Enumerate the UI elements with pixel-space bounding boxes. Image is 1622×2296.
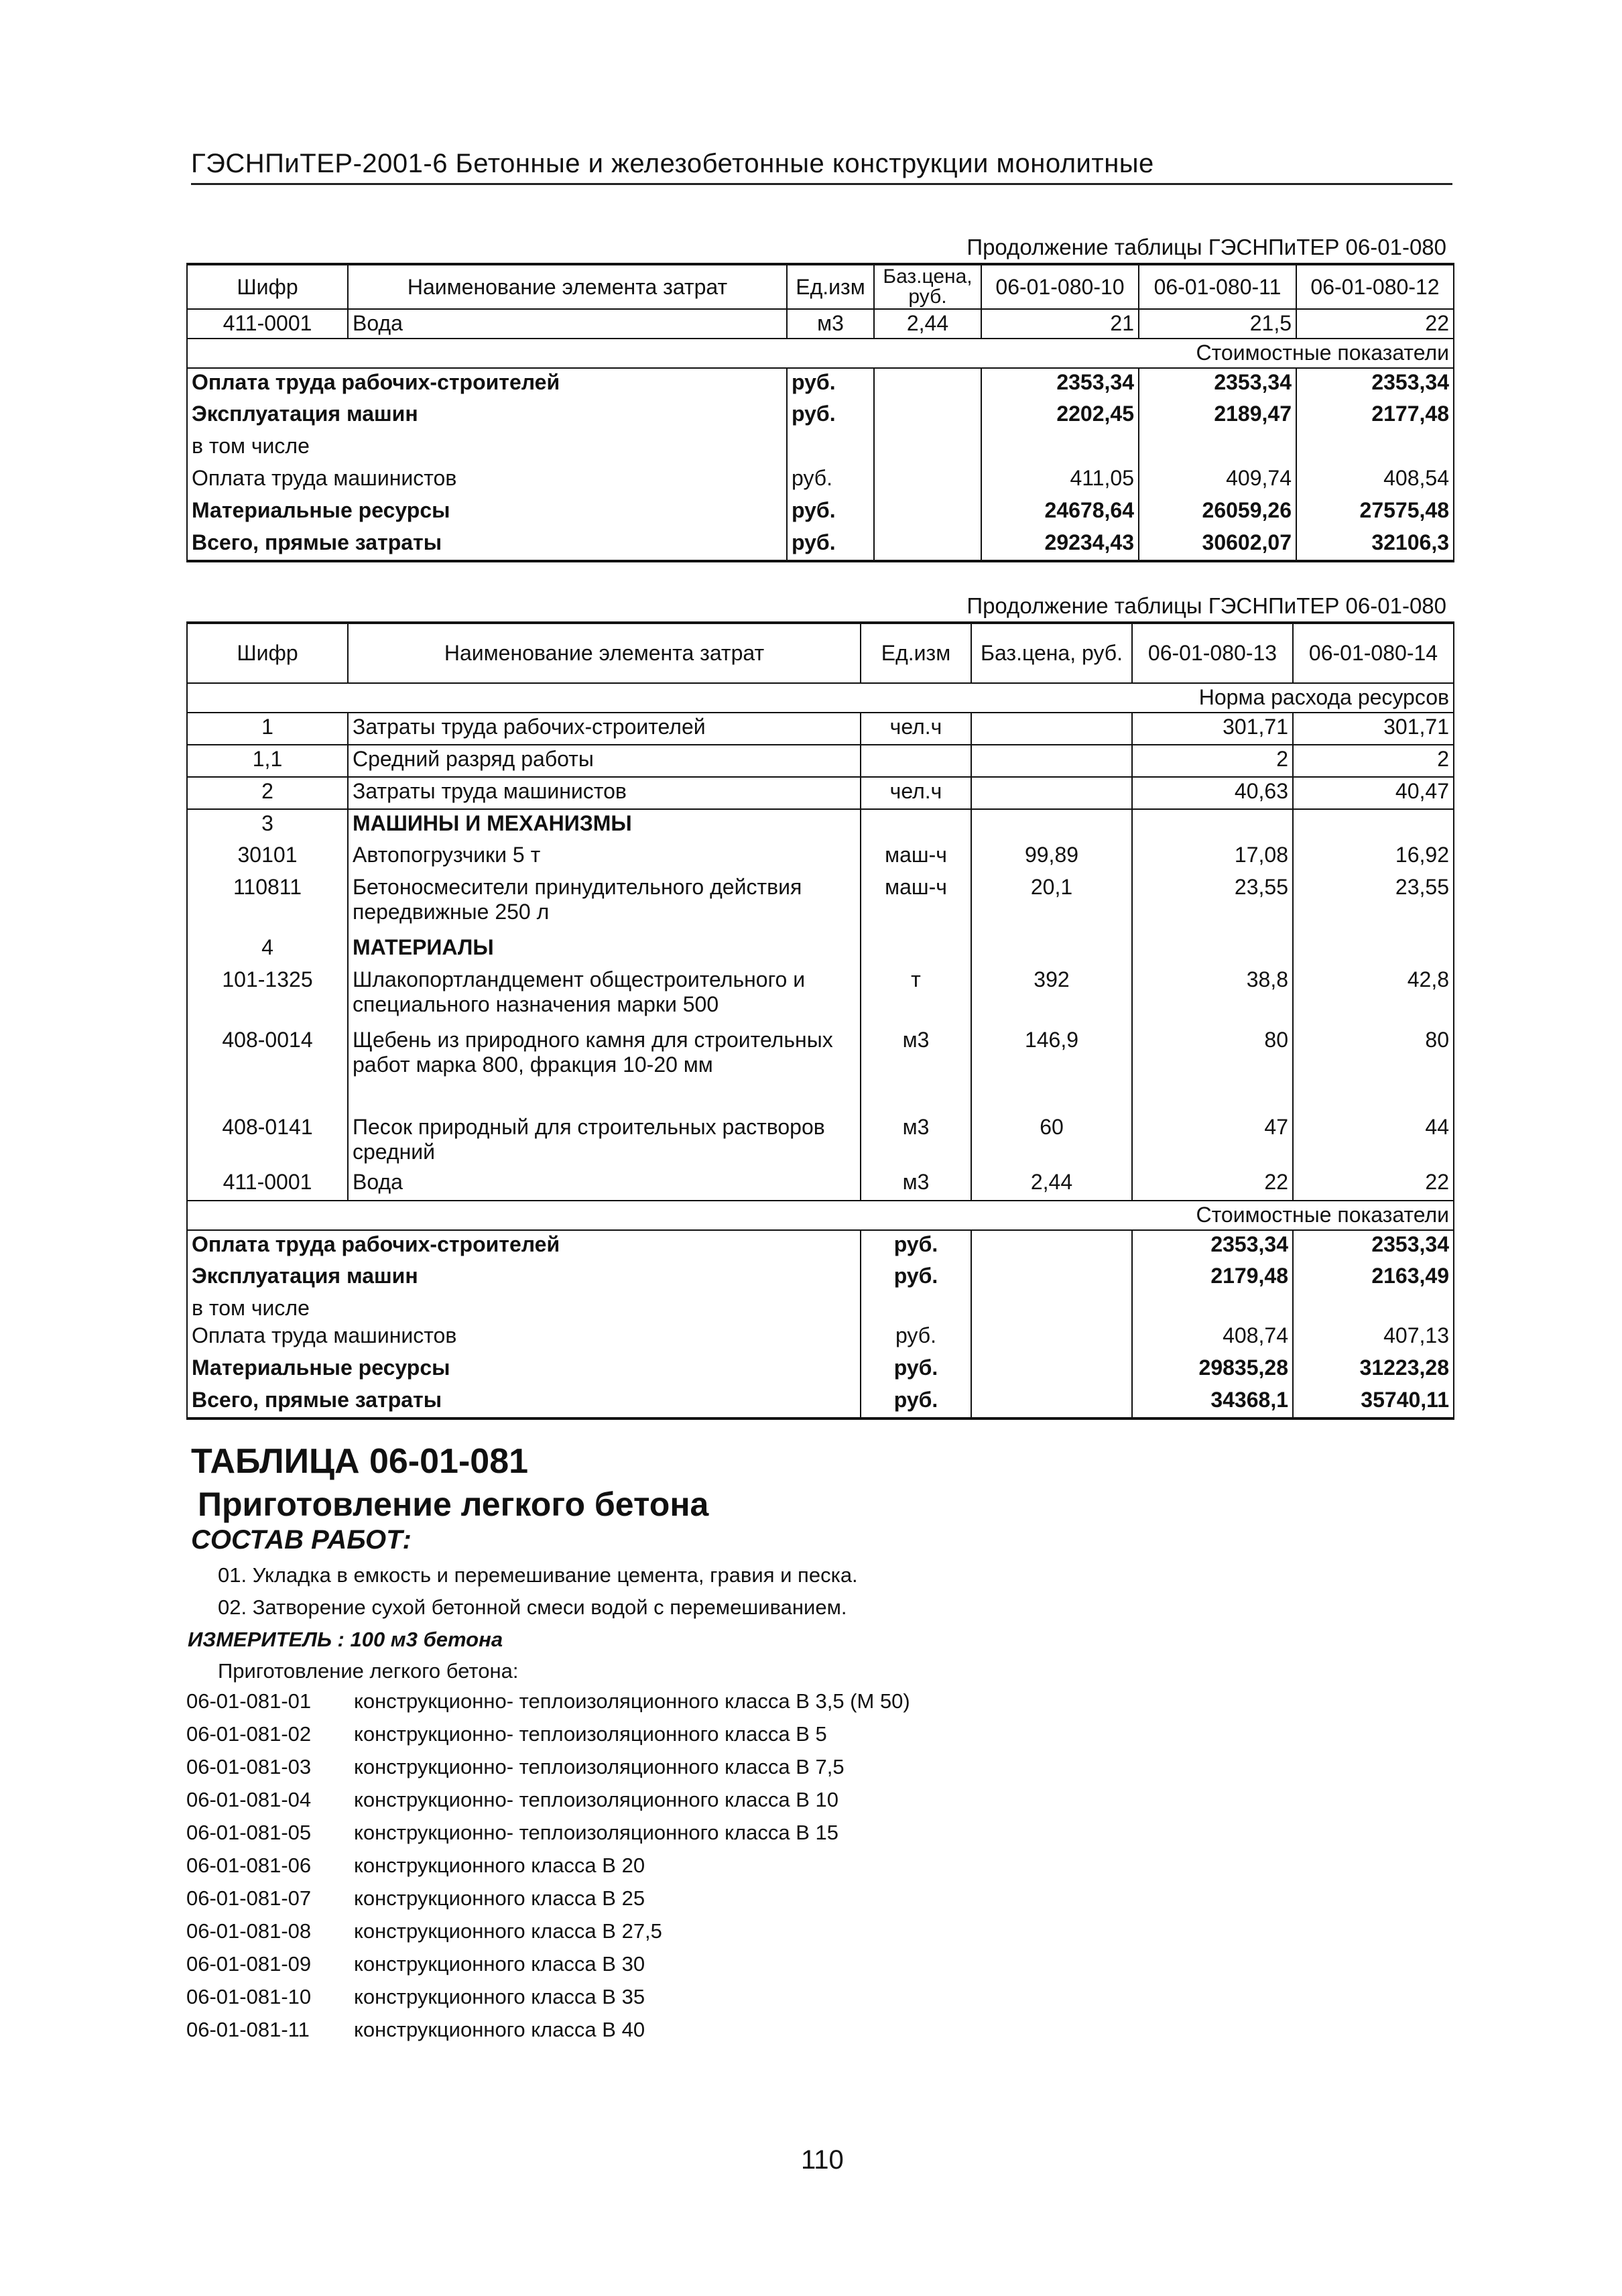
summary-row [187, 1262, 1454, 1294]
table-row [187, 309, 1454, 339]
section-row [187, 1201, 1454, 1230]
item-text: конструкционного класса В 25 [354, 1886, 645, 1910]
cell-price: 392 [971, 966, 1132, 1026]
list-item [186, 1919, 910, 1952]
work-item: 02. Затворение сухой бетонной смеси водой с перемешиванием. [218, 1595, 847, 1619]
table2-caption: Продолжение таблицы ГЭСНПиТЕР 06-01-080 [966, 593, 1446, 618]
measure-unit: ИЗМЕРИТЕЛЬ : 100 м3 бетона [188, 1628, 503, 1651]
summary-value: 2163,49 [1293, 1262, 1454, 1294]
summary-name: Всего, прямые затраты [187, 529, 787, 561]
summary-value: 26059,26 [1139, 497, 1296, 529]
summary-unit: руб. [861, 1386, 971, 1418]
item-code: 06-01-081-10 [186, 1985, 312, 2008]
cell-value: 47 [1132, 1113, 1293, 1168]
item-code: 06-01-081-02 [186, 1722, 312, 1746]
summary-name: Эксплуатация машин [187, 1262, 861, 1294]
cell-price [971, 745, 1132, 777]
cell-unit: т [861, 966, 971, 1026]
item-code: 06-01-081-06 [186, 1854, 312, 1877]
col-header: 06-01-080-13 [1132, 623, 1293, 683]
section-row [187, 339, 1454, 368]
table2-header-row [187, 623, 1454, 683]
cell-name: МАТЕРИАЛЫ [348, 934, 861, 966]
item-code: 06-01-081-09 [186, 1952, 312, 1976]
col-header: Шифр [187, 264, 348, 309]
cell-value: 40,63 [1132, 777, 1293, 809]
cell-code: 110811 [187, 873, 348, 934]
summary-row [187, 368, 1454, 400]
code-list [186, 1689, 910, 2051]
summary-name: Оплата труда машинистов [187, 1322, 861, 1354]
summary-unit: руб. [787, 368, 874, 400]
col-header: Баз.цена, руб. [971, 623, 1132, 683]
section-label: Норма расхода ресурсов [187, 683, 1454, 713]
col-header: Ед.изм [787, 264, 874, 309]
summary-name: Эксплуатация машин [187, 400, 787, 432]
summary-row [187, 497, 1454, 529]
item-code: 06-01-081-01 [186, 1689, 312, 1713]
cell-code: 2 [187, 777, 348, 809]
summary-unit: руб. [787, 529, 874, 561]
work-heading: СОСТАВ РАБОТ: [191, 1525, 412, 1555]
cell-name: Автопогрузчики 5 т [348, 841, 861, 873]
summary-value: 32106,3 [1296, 529, 1454, 561]
summary-value: 29835,28 [1132, 1354, 1293, 1386]
summary-value: 407,13 [1293, 1322, 1454, 1354]
col-header: Шифр [187, 623, 348, 683]
section-label: Стоимостные показатели [187, 1201, 1454, 1230]
cell-value: 2 [1293, 745, 1454, 777]
cell-unit: м3 [787, 309, 874, 339]
list-item [186, 1821, 910, 1854]
item-code: 06-01-081-07 [186, 1886, 312, 1910]
summary-value: 408,54 [1296, 465, 1454, 497]
summary-row [187, 1322, 1454, 1354]
cell-value: 301,71 [1293, 713, 1454, 745]
summary-value: 2177,48 [1296, 400, 1454, 432]
summary-value: 2179,48 [1132, 1262, 1293, 1294]
cell-unit: м3 [861, 1168, 971, 1201]
summary-name: Оплата труда машинистов [187, 465, 787, 497]
summary-row [187, 1294, 1454, 1322]
col-header: Баз.цена, руб. [874, 264, 981, 309]
cell-value: 17,08 [1132, 841, 1293, 873]
list-item [186, 1788, 910, 1821]
cell-value: 21,5 [1139, 309, 1296, 339]
page-number: 110 [801, 2145, 844, 2175]
work-item: 01. Укладка в емкость и перемешивание цемента, гравия и песка. [218, 1563, 858, 1587]
item-text: конструкционно- теплоизоляционного класса В 5 [354, 1722, 827, 1746]
summary-name: Оплата труда рабочих-строителей [187, 1230, 861, 1262]
cell-name: Затраты труда рабочих-строителей [348, 713, 861, 745]
table-row [187, 841, 1454, 873]
summary-unit: руб. [861, 1230, 971, 1262]
cell-code: 1,1 [187, 745, 348, 777]
cell-value: 22 [1293, 1168, 1454, 1201]
summary-value: 30602,07 [1139, 529, 1296, 561]
item-text: конструкционно- теплоизоляционного класса В 10 [354, 1788, 838, 1811]
cell-price: 99,89 [971, 841, 1132, 873]
summary-value: 2353,34 [1293, 1230, 1454, 1262]
cell-price: 20,1 [971, 873, 1132, 934]
table1-caption: Продолжение таблицы ГЭСНПиТЕР 06-01-080 [966, 235, 1446, 259]
summary-value: 31223,28 [1293, 1354, 1454, 1386]
cell-value: 16,92 [1293, 841, 1454, 873]
summary-name: Материальные ресурсы [187, 497, 787, 529]
list-intro: Приготовление легкого бетона: [218, 1659, 519, 1683]
list-item [186, 1722, 910, 1755]
summary-row [187, 465, 1454, 497]
cell-code: 4 [187, 934, 348, 966]
item-text: конструкционного класса В 20 [354, 1854, 645, 1877]
item-code: 06-01-081-05 [186, 1821, 312, 1844]
item-text: конструкционного класса В 30 [354, 1952, 645, 1976]
item-text: конструкционно- теплоизоляционного класса В 15 [354, 1821, 838, 1844]
cell-unit: чел.ч [861, 713, 971, 745]
summary-value: 409,74 [1139, 465, 1296, 497]
summary-unit: руб. [861, 1262, 971, 1294]
cell-name: Затраты труда машинистов [348, 777, 861, 809]
table-row [187, 777, 1454, 809]
item-code: 06-01-081-04 [186, 1788, 312, 1811]
list-item [186, 1952, 910, 1985]
table1 [186, 263, 1454, 562]
cell-name: МАШИНЫ И МЕХАНИЗМЫ [348, 809, 861, 841]
col-header: 06-01-080-11 [1139, 264, 1296, 309]
summary-unit: руб. [787, 400, 874, 432]
summary-name: Всего, прямые затраты [187, 1386, 861, 1418]
summary-name: Материальные ресурсы [187, 1354, 861, 1386]
summary-name: Оплата труда рабочих-строителей [187, 368, 787, 400]
summary-row [187, 1386, 1454, 1418]
item-code: 06-01-081-11 [186, 2018, 310, 2041]
cell-code: 408-0014 [187, 1026, 348, 1113]
cell-value: 38,8 [1132, 966, 1293, 1026]
summary-row [187, 432, 1454, 465]
cell-unit: маш-ч [861, 841, 971, 873]
summary-value: 27575,48 [1296, 497, 1454, 529]
summary-row [187, 1230, 1454, 1262]
section-row [187, 683, 1454, 713]
page-header: ГЭСНПиТЕР-2001-6 Бетонные и железобетонные конструкции монолитные [191, 149, 1452, 185]
summary-value: 2353,34 [1139, 368, 1296, 400]
col-header: 06-01-080-10 [981, 264, 1139, 309]
summary-value: 24678,64 [981, 497, 1139, 529]
cell-value: 23,55 [1132, 873, 1293, 934]
summary-value: 2353,34 [1296, 368, 1454, 400]
cell-code: 30101 [187, 841, 348, 873]
cell-value: 44 [1293, 1113, 1454, 1168]
cell-name: Шлакопортландцемент общестроительного и специального назначения марки 500 [348, 966, 861, 1026]
col-header: Ед.изм [861, 623, 971, 683]
cell-value: 40,47 [1293, 777, 1454, 809]
summary-value: 2202,45 [981, 400, 1139, 432]
cell-unit: маш-ч [861, 873, 971, 934]
item-text: конструкционного класса В 35 [354, 1985, 645, 2008]
cell-price: 2,44 [971, 1168, 1132, 1201]
cell-code: 408-0141 [187, 1113, 348, 1168]
table-row [187, 1113, 1454, 1168]
item-text: конструкционного класса В 40 [354, 2018, 645, 2041]
cell-name: Бетоносмесители принудительного действия передвижные 250 л [348, 873, 861, 934]
summary-unit: руб. [861, 1354, 971, 1386]
table-row [187, 713, 1454, 745]
summary-value: 408,74 [1132, 1322, 1293, 1354]
list-item [186, 2018, 910, 2051]
cell-value: 22 [1296, 309, 1454, 339]
cell-price: 2,44 [874, 309, 981, 339]
list-item [186, 1886, 910, 1919]
cell-value: 80 [1132, 1026, 1293, 1113]
summary-value: 2353,34 [1132, 1230, 1293, 1262]
item-text: конструкционно- теплоизоляционного класса В 3,5 (М 50) [354, 1689, 910, 1713]
cell-name: Вода [348, 1168, 861, 1201]
list-item [186, 1854, 910, 1886]
summary-value: 35740,11 [1293, 1386, 1454, 1418]
cell-price [971, 777, 1132, 809]
table-row [187, 745, 1454, 777]
cell-name: Песок природный для строительных растворов средний [348, 1113, 861, 1168]
cell-code: 411-0001 [187, 309, 348, 339]
cell-unit: м3 [861, 1113, 971, 1168]
cell-price: 60 [971, 1113, 1132, 1168]
cell-value: 23,55 [1293, 873, 1454, 934]
summary-row [187, 1354, 1454, 1386]
summary-value: 29234,43 [981, 529, 1139, 561]
table-row [187, 809, 1454, 841]
summary-name: в том числе [187, 432, 787, 465]
cell-value: 301,71 [1132, 713, 1293, 745]
summary-value: 411,05 [981, 465, 1139, 497]
table-row [187, 1026, 1454, 1113]
list-item [186, 1689, 910, 1722]
cell-value: 80 [1293, 1026, 1454, 1113]
summary-unit: руб. [861, 1322, 971, 1354]
section-title: ТАБЛИЦА 06-01-081 [191, 1442, 529, 1481]
list-item [186, 1985, 910, 2018]
col-header: Наименование элемента затрат [348, 264, 787, 309]
cell-value: 21 [981, 309, 1139, 339]
summary-unit: руб. [787, 497, 874, 529]
cell-value: 22 [1132, 1168, 1293, 1201]
cell-value: 42,8 [1293, 966, 1454, 1026]
cell-unit [861, 745, 971, 777]
cell-code: 3 [187, 809, 348, 841]
summary-value: 2353,34 [981, 368, 1139, 400]
table-row [187, 966, 1454, 1026]
col-header: Наименование элемента затрат [348, 623, 861, 683]
item-text: конструкционного класса В 27,5 [354, 1919, 662, 1943]
cell-code: 101-1325 [187, 966, 348, 1026]
summary-row [187, 529, 1454, 561]
list-item [186, 1755, 910, 1788]
summary-row [187, 400, 1454, 432]
section-label: Стоимостные показатели [187, 339, 1454, 368]
section-subtitle: Приготовление легкого бетона [198, 1486, 709, 1523]
cell-code: 1 [187, 713, 348, 745]
cell-price [971, 713, 1132, 745]
table2 [186, 621, 1454, 1420]
table1-header-row [187, 264, 1454, 309]
table-row [187, 934, 1454, 966]
summary-value: 34368,1 [1132, 1386, 1293, 1418]
cell-value: 2 [1132, 745, 1293, 777]
cell-name: Средний разряд работы [348, 745, 861, 777]
item-code: 06-01-081-03 [186, 1755, 312, 1778]
col-header: 06-01-080-14 [1293, 623, 1454, 683]
summary-unit: руб. [787, 465, 874, 497]
summary-name: в том числе [187, 1294, 861, 1322]
cell-code: 411-0001 [187, 1168, 348, 1201]
item-text: конструкционно- теплоизоляционного класса В 7,5 [354, 1755, 845, 1778]
cell-unit: чел.ч [861, 777, 971, 809]
table-row [187, 1168, 1454, 1201]
cell-name: Щебень из природного камня для строительных работ марка 800, фракция 10-20 мм [348, 1026, 861, 1113]
col-header: 06-01-080-12 [1296, 264, 1454, 309]
cell-name: Вода [348, 309, 787, 339]
table-row [187, 873, 1454, 934]
cell-unit: м3 [861, 1026, 971, 1113]
cell-price: 146,9 [971, 1026, 1132, 1113]
item-code: 06-01-081-08 [186, 1919, 312, 1943]
summary-value: 2189,47 [1139, 400, 1296, 432]
